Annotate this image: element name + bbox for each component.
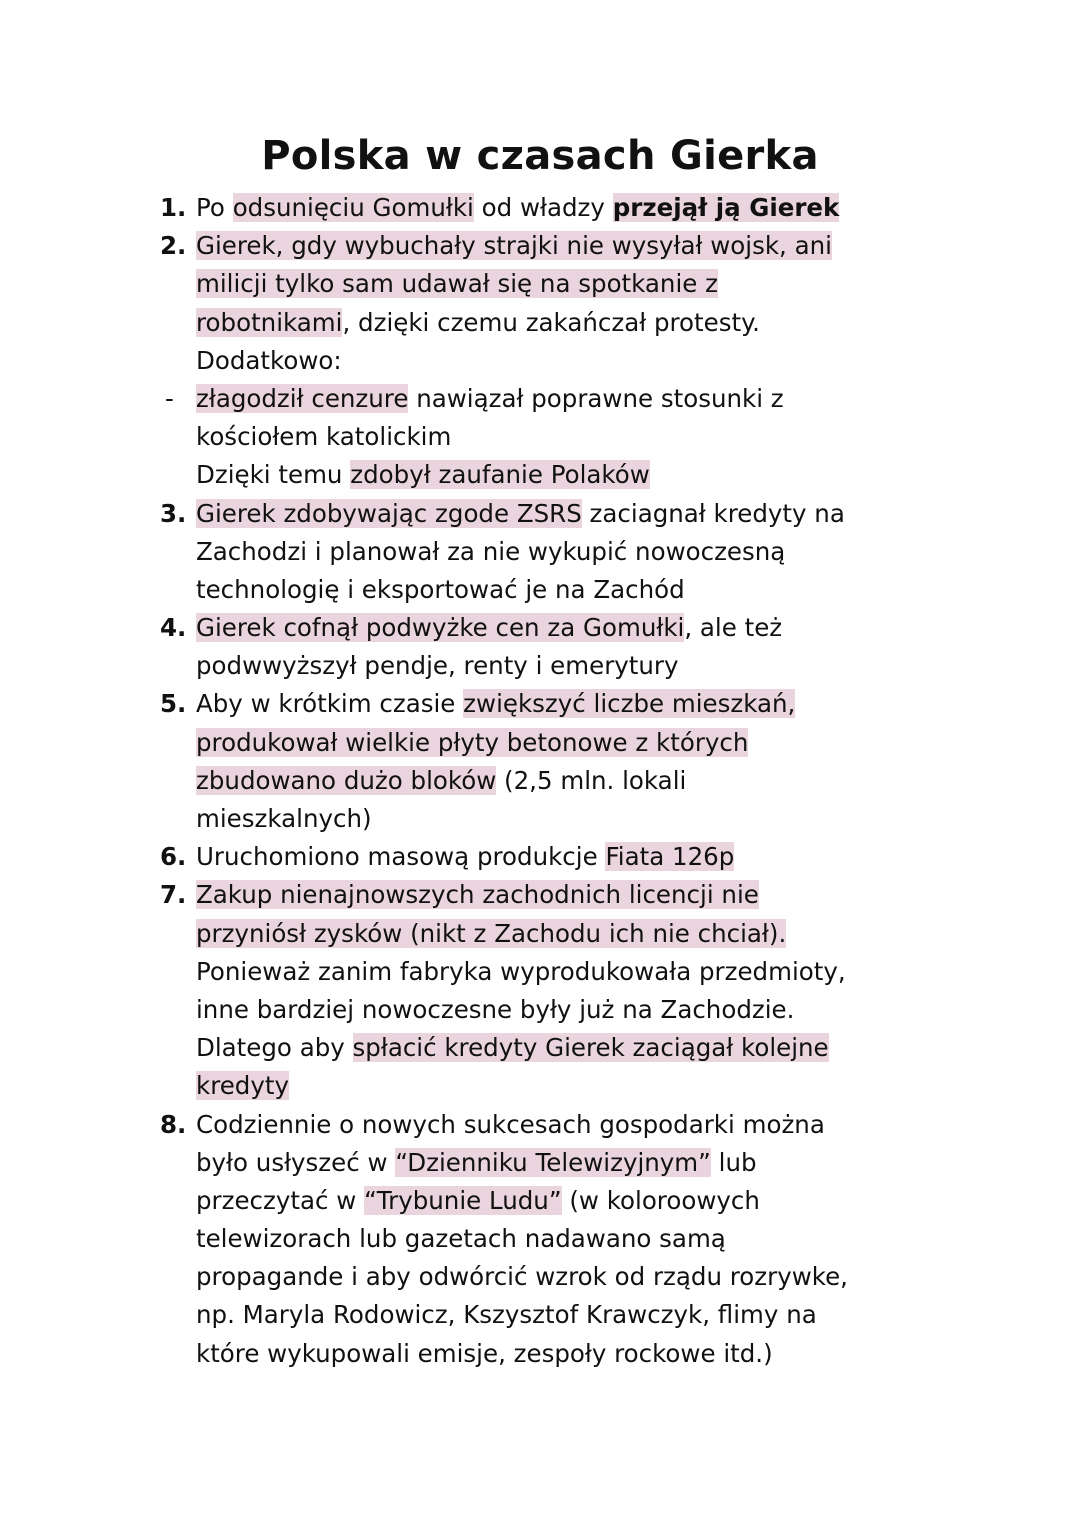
list-line xyxy=(160,265,960,303)
list-item-2 xyxy=(160,227,960,265)
text: Dlatego aby xyxy=(196,1033,353,1063)
list-line xyxy=(160,762,960,800)
list-line xyxy=(160,915,960,953)
list-subitem xyxy=(160,380,960,418)
text: , ale też xyxy=(684,613,783,643)
highlight: “Dzienniku Telewizyjnym” xyxy=(395,1147,711,1177)
list-line xyxy=(160,724,960,762)
highlight: przyniósł zysków (nikt z Zachodu ich nie chciał). xyxy=(196,918,787,948)
list-item-4 xyxy=(160,609,960,647)
item-number: 1. xyxy=(160,193,187,222)
list-line xyxy=(160,1067,960,1105)
dash-bullet: - xyxy=(165,383,174,413)
highlight-bold: przejął ją Gierek xyxy=(612,193,840,222)
text: inne bardziej nowoczesne były już na Zachodzie. xyxy=(196,994,795,1024)
list-line xyxy=(160,1144,960,1182)
list-line xyxy=(160,533,960,571)
item-number: 3. xyxy=(160,498,187,528)
list-line xyxy=(160,342,960,380)
list-line xyxy=(160,571,960,609)
text: Dzięki temu xyxy=(196,460,351,490)
numbered-list xyxy=(160,189,960,1373)
highlight: spłacić kredyty Gierek zaciągał kolejne xyxy=(352,1033,829,1063)
text: które wykupowali emisje, zespoły rockowe itd.) xyxy=(196,1338,773,1368)
list-line xyxy=(160,1029,960,1067)
text: (2,5 mln. lokali xyxy=(496,765,687,795)
highlight: kredyty xyxy=(196,1071,289,1101)
text: nawiązał poprawne stosunki z xyxy=(408,383,784,413)
list-line xyxy=(160,418,960,456)
text: Aby w krótkim czasie xyxy=(196,689,464,719)
highlight: zdobył zaufanie Polaków xyxy=(350,460,650,490)
text: , dzięki czemu zakańczał protesty. xyxy=(342,307,760,337)
text: Uruchomiono masową produkcje xyxy=(196,842,606,872)
text: propagande i aby odwórcić wzrok od rządu rozrywke, xyxy=(196,1262,848,1292)
highlight: “Trybunie Ludu” xyxy=(364,1185,562,1215)
text: np. Maryla Rodowicz, Kszysztof Krawczyk, flimy na xyxy=(196,1300,817,1330)
item-number: 2. xyxy=(160,231,187,261)
list-line xyxy=(160,456,960,494)
highlight: złagodził cenzure xyxy=(196,383,409,413)
text: Codziennie o nowych sukcesach gospodarki można xyxy=(196,1109,825,1139)
text: od władzy xyxy=(473,193,613,222)
text: (w koloroowych xyxy=(561,1185,760,1215)
list-item-6 xyxy=(160,838,960,876)
highlight: Gierek, gdy wybuchały strajki nie wysyłał wojsk, ani xyxy=(196,231,832,261)
highlight: zwiększyć liczbe mieszkań, xyxy=(463,689,796,719)
item-number: 8. xyxy=(160,1109,187,1139)
highlight: Gierek cofnął podwyżke cen za Gomułki xyxy=(196,613,685,643)
list-line xyxy=(160,953,960,991)
text: mieszkalnych) xyxy=(196,804,372,833)
text: telewizorach lub gazetach nadawano samą xyxy=(196,1224,726,1254)
highlight: odsunięciu Gomułki xyxy=(232,193,474,222)
list-item-1 xyxy=(160,189,960,227)
highlight: robotnikami xyxy=(196,307,343,337)
list-line xyxy=(160,647,960,685)
text: kościołem katolickim xyxy=(196,422,452,452)
text: podwwyższył pendje, renty i emerytury xyxy=(196,651,679,681)
text: Po xyxy=(196,193,233,222)
highlight: Zakup nienajnowszych zachodnich licencji nie xyxy=(196,880,759,910)
highlight: Gierek zdobywając zgode ZSRS xyxy=(196,498,582,528)
list-line xyxy=(160,1335,960,1373)
highlight: produkował wielkie płyty betonowe z których xyxy=(196,727,749,757)
highlight: Fiata 126p xyxy=(605,842,735,872)
item-number: 6. xyxy=(160,842,187,872)
list-line xyxy=(160,991,960,1029)
item-number: 7. xyxy=(160,880,187,910)
list-item-8 xyxy=(160,1106,960,1144)
text: lub xyxy=(710,1147,757,1177)
list-line xyxy=(160,800,960,838)
item-number: 5. xyxy=(160,689,187,719)
page-title: Polska w czasach Gierka xyxy=(261,133,819,179)
list-item-3 xyxy=(160,495,960,533)
item-number: 4. xyxy=(160,613,187,643)
text: Ponieważ zanim fabryka wyprodukowała przedmioty, xyxy=(196,956,846,986)
text: technologię i eksportować je na Zachód xyxy=(196,574,685,604)
list-line xyxy=(160,1220,960,1258)
list-line xyxy=(160,304,960,342)
text: Zachodzi i planował za nie wykupić nowoczesną xyxy=(196,536,786,566)
list-item-7 xyxy=(160,876,960,914)
list-item-5 xyxy=(160,685,960,723)
text: Dodatkowo: xyxy=(196,345,342,375)
list-line xyxy=(160,1296,960,1334)
text: przeczytać w xyxy=(196,1185,365,1215)
list-line xyxy=(160,1182,960,1220)
highlight: milicji tylko sam udawał się na spotkanie z xyxy=(196,269,718,299)
text: było usłyszeć w xyxy=(196,1147,396,1177)
list-line xyxy=(160,1258,960,1296)
text: zaciagnał kredyty na xyxy=(581,498,845,528)
highlight: zbudowano dużo bloków xyxy=(196,765,497,795)
